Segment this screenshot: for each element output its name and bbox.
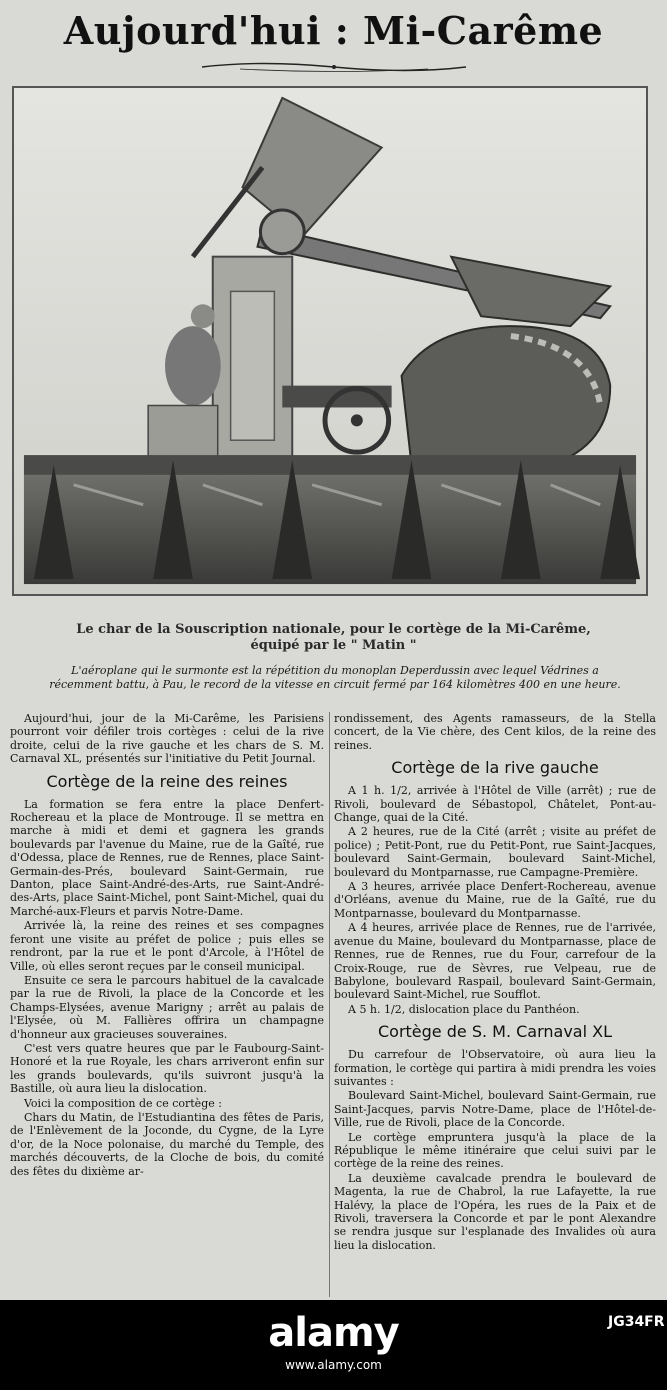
watermark-image-id: JG34FR <box>608 1314 665 1330</box>
caption-title-line1: Le char de la Souscription nationale, pour le cortège de la Mi-Carême, <box>76 622 591 637</box>
paragraph: A 2 heures, rue de la Cité (arrêt ; visite au préfet de police) ; Petit-Pont, rue du Petit-Pont, rue Saint-Jacques, boulevard Saint-Germain, boulevard Saint-Michel, boulevard du Montparnasse, rue Campagne-Première. <box>334 825 656 879</box>
watermark-brand: alamy <box>268 1310 399 1356</box>
paragraph: A 1 h. 1/2, arrivée à l'Hôtel de Ville (arrêt) ; rue de Rivoli, boulevard de Sébastopol, Châtelet, Pont-au-Change, quai de la Cité. <box>334 784 656 825</box>
caption-subtitle: L'aéroplane qui le surmonte est la répétition du monoplan Deperdussin avec lequel Védrines a récemment battu, à Pau, le record de la vitesse en circuit fermé par 164 kilomètres 400 en une heure. <box>49 664 621 691</box>
paragraph: Du carrefour de l'Observatoire, où aura lieu la formation, le cortège qui partira à midi prendra les voies suivantes : <box>334 1048 656 1088</box>
paragraph: C'est vers quatre heures que par le Faubourg-Saint-Honoré et la rue Royale, les chars arriveront enfin sur les grands boulevards, qu'ils suivront jusqu'à la Bastille, où aura lieu la dislocation. <box>10 1041 324 1096</box>
section-heading-rive-gauche: Cortège de la rive gauche <box>391 758 599 778</box>
paragraph: A 4 heures, arrivée place de Rennes, rue de l'arrivée, avenue du Maine, boulevard du Montparnasse, place de Rennes, rue de Rennes, rue du Four, carrefour de la Croix-Rouge, rue de Sèvres, rue Velpeau, rue de Babylone, boulevard Raspail, boulevard Saint-Germain, boulevard Saint-Michel, rue Soufflot. <box>334 921 656 1002</box>
watermark-url: www.alamy.com <box>285 1358 382 1372</box>
paragraph: Chars du Matin, de l'Estudiantina des fêtes de Paris, de l'Enlèvement de la Joconde, du Cygne, de la Lyre d'or, de la Noce polonaise, du marché du Temple, des marchés découverts, de la Cloche de bois, du comité des fêtes du dixième ar- <box>10 1110 324 1178</box>
paragraph: A 5 h. 1/2, dislocation place du Panthéon. <box>348 1002 580 1016</box>
paragraph: A 3 heures, arrivée place Denfert-Rochereau, avenue d'Orléans, avenue du Maine, rue de la Gaîté, rue du Montparnasse, boulevard du Montparnasse. <box>334 880 656 920</box>
float-photograph <box>12 86 648 596</box>
left-column <box>10 712 324 1179</box>
right-column <box>334 712 656 1253</box>
paragraph: La formation se fera entre la place Denfert-Rochereau et la place de Montrouge. Il se mettra en marche à midi et demi et gagnera les grands boulevards par l'avenue du Maine, rue de la Gaîté, rue d'Odessa, place de Rennes, rue de Rennes, place Saint-Germain-des-Prés, boulevard Saint-Germain, rue Danton, place Saint-André-des-Arts, rue Saint-André-des-Arts, place Saint-Michel, pont Saint-Michel, quai du Marché-aux-Fleurs et parvis Notre-Dame. <box>10 797 324 918</box>
paragraph: Boulevard Saint-Michel, boulevard Saint-Germain, rue Saint-Jacques, parvis Notre-Dame, place de l'Hôtel-de-Ville, rue de Rivoli, place de la Concorde. <box>334 1089 656 1130</box>
carnival-float-illustration <box>14 88 646 594</box>
paragraph: Arrivée là, la reine des reines et ses compagnes feront une visite au préfet de police ; puis elles se rendront, par la rue et le pont d'Arcole, à l'Hôtel de Ville, où elles seront reçues par le conseil municipal. <box>10 919 324 973</box>
article-intro: Aujourd'hui, jour de la Mi-Carême, les Parisiens pourront voir défiler trois cortèges : celui de la rive droite, celui de la rive gauche et les chars de S. M. Carnaval XL, présentés sur l'initiative du Petit Journal. <box>10 712 324 766</box>
caption-title-line2: équipé par le " Matin " <box>250 638 417 653</box>
section-heading-reine: Cortège de la reine des reines <box>46 771 288 791</box>
paragraph: Voici la composition de ce cortège : <box>24 1096 222 1110</box>
paragraph: Le cortège empruntera jusqu'à la place de la République le même itinéraire que celui suivi par le cortège de la reine des reines. <box>334 1130 656 1171</box>
paragraph: Ensuite ce sera le parcours habituel de la cavalcade par la rue de Rivoli, la place de la Concorde et les Champs-Elysées, avenue Marigny ; arrêt au palais de l'Elysée, où M. Fallières offrira un champagne d'honneur aux gracieuses souveraines. <box>10 973 324 1041</box>
caption-title <box>0 622 667 654</box>
paragraph-continued: rondissement, des Agents ramasseurs, de la Stella concert, de la Vie chère, des Cent kilos, de la reine des reines. <box>334 712 656 752</box>
section-heading-carnaval: Cortège de S. M. Carnaval XL <box>377 1022 613 1042</box>
column-divider <box>329 712 330 1297</box>
paragraph: La deuxième cavalcade prendra le boulevard de Magenta, la rue de Chabrol, la rue Lafayette, la rue Halévy, la place de l'Opéra, les rues de la Paix et de Rivoli, traversera la Concorde et par le pont Alexandre se rendra jusque sur l'esplanade des Invalides où aura lieu la dislocation. <box>334 1171 656 1252</box>
headline-flourish <box>200 58 468 76</box>
headline: Aujourd'hui : Mi-Carême <box>63 8 604 53</box>
